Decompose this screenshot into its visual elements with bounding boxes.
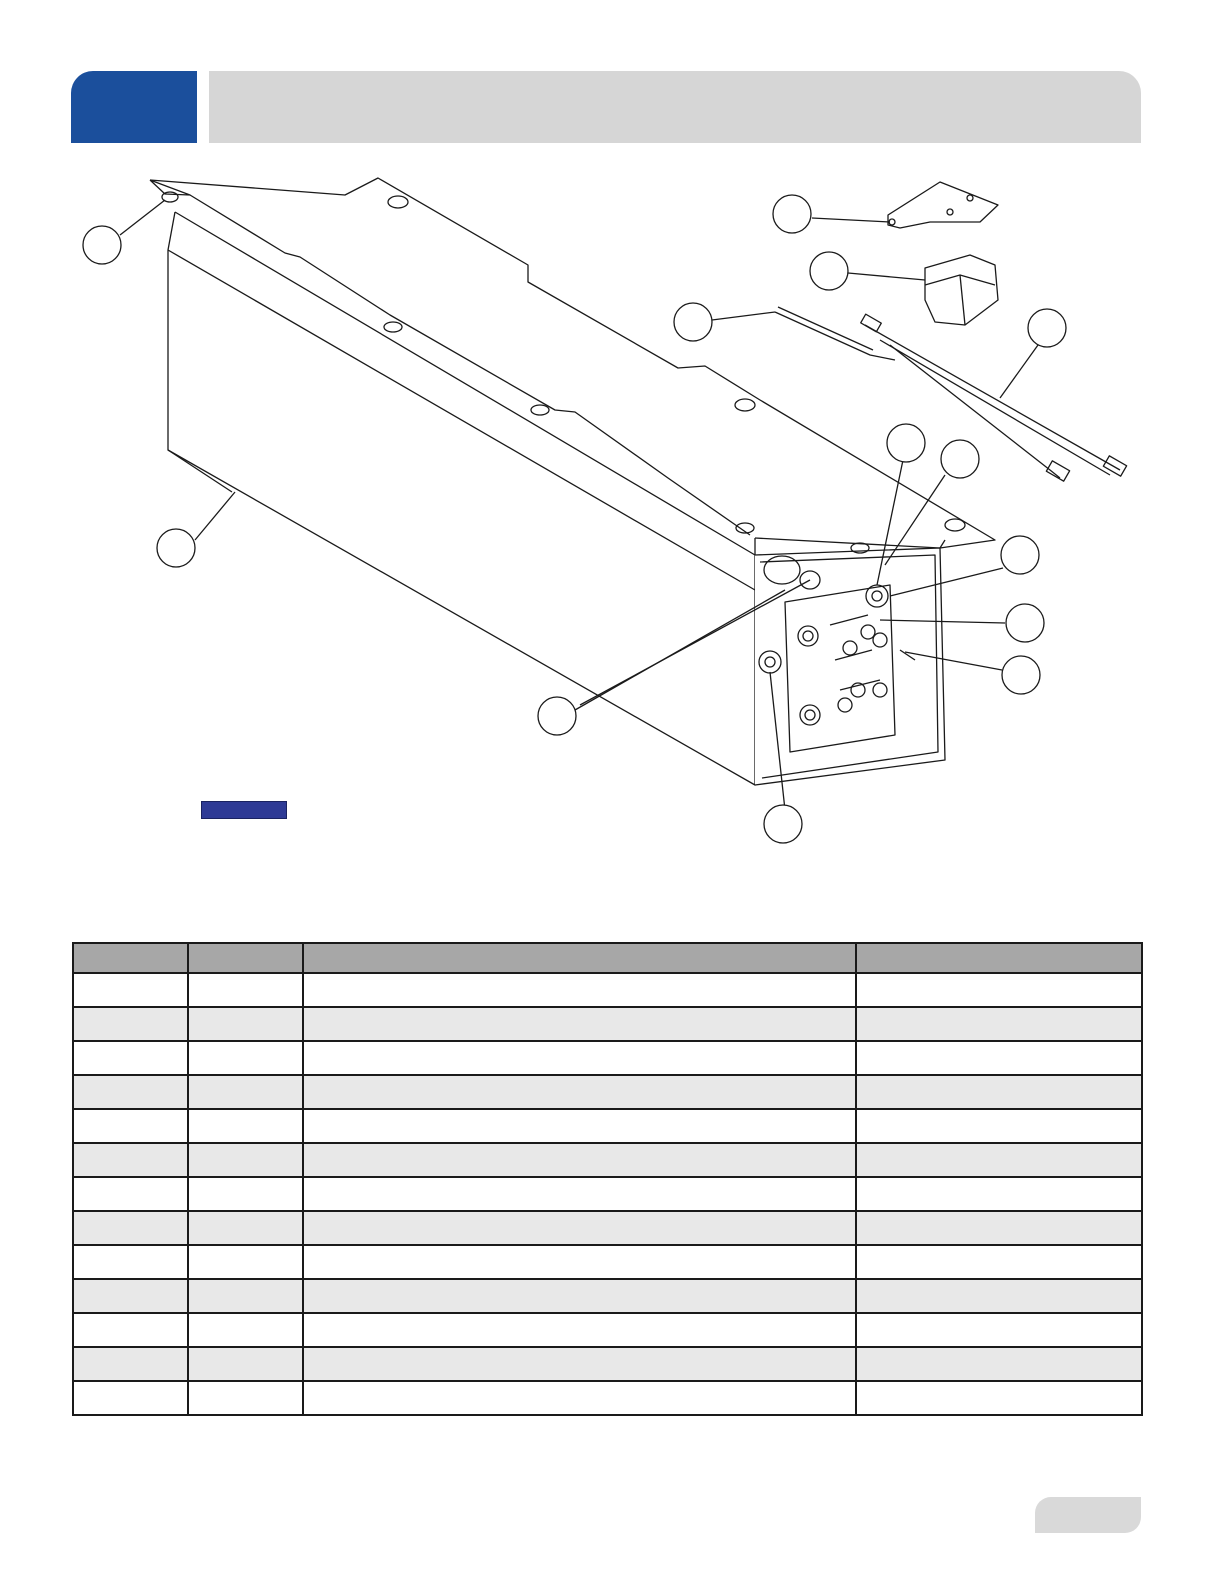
table-cell <box>303 1279 856 1313</box>
header-cell <box>73 943 188 973</box>
table-cell <box>856 1109 1142 1143</box>
relay-part <box>925 255 998 325</box>
table-row <box>73 1347 1142 1381</box>
table-cell <box>188 1041 303 1075</box>
table-cell <box>303 1245 856 1279</box>
table-cell <box>188 1007 303 1041</box>
table-row <box>73 973 1142 1007</box>
table-cell <box>856 1279 1142 1313</box>
callout-circle <box>1028 309 1066 347</box>
table-cell <box>73 1143 188 1177</box>
table-cell <box>303 973 856 1007</box>
table-cell <box>73 1109 188 1143</box>
table-cell <box>856 1347 1142 1381</box>
table-cell <box>73 1075 188 1109</box>
callout-circle <box>157 529 195 567</box>
table-cell <box>73 1211 188 1245</box>
table-cell <box>188 1211 303 1245</box>
table-cell <box>303 1143 856 1177</box>
table-cell <box>188 1109 303 1143</box>
table-cell <box>303 1381 856 1415</box>
table-cell <box>856 1211 1142 1245</box>
table-cell <box>188 1143 303 1177</box>
table-cell <box>188 1177 303 1211</box>
header-cell <box>856 943 1142 973</box>
table-cell <box>856 1245 1142 1279</box>
table-cell <box>303 1177 856 1211</box>
table-cell <box>856 1177 1142 1211</box>
table-cell <box>73 1007 188 1041</box>
table-cell <box>73 1347 188 1381</box>
table-cell <box>856 973 1142 1007</box>
table-row <box>73 1245 1142 1279</box>
callout-circle <box>941 440 979 478</box>
callout-circle <box>1002 656 1040 694</box>
header-cell <box>303 943 856 973</box>
header-cell <box>188 943 303 973</box>
table-row <box>73 1143 1142 1177</box>
table-row <box>73 1109 1142 1143</box>
parts-table <box>72 942 1143 1416</box>
table-row <box>73 1177 1142 1211</box>
callout-circle <box>1001 536 1039 574</box>
table-cell <box>73 1041 188 1075</box>
table-cell <box>856 1313 1142 1347</box>
table-row <box>73 1041 1142 1075</box>
table-cell <box>856 1075 1142 1109</box>
table-cell <box>303 1347 856 1381</box>
table-cell <box>188 1245 303 1279</box>
table-row <box>73 1211 1142 1245</box>
table-row <box>73 1279 1142 1313</box>
callout-circle <box>764 805 802 843</box>
table-cell <box>73 1381 188 1415</box>
table-cell <box>188 1075 303 1109</box>
table-cell <box>856 1041 1142 1075</box>
callout-circle <box>1006 604 1044 642</box>
table-cell <box>188 1313 303 1347</box>
table-cell <box>73 1279 188 1313</box>
table-cell <box>303 1007 856 1041</box>
exploded-parts-diagram <box>0 150 1224 870</box>
callout-circle <box>538 697 576 735</box>
callout-circle <box>773 195 811 233</box>
table-cell <box>856 1381 1142 1415</box>
callout-circle <box>810 252 848 290</box>
table-cell <box>188 1381 303 1415</box>
page-number-badge <box>1035 1497 1141 1533</box>
table-cell <box>188 1279 303 1313</box>
table-cell <box>303 1041 856 1075</box>
table-header-row <box>73 943 1142 973</box>
table-cell <box>73 1313 188 1347</box>
section-title-bar <box>209 71 1141 143</box>
callout-circle <box>674 303 712 341</box>
table-cell <box>303 1109 856 1143</box>
table-row <box>73 1075 1142 1109</box>
table-cell <box>188 973 303 1007</box>
table-row <box>73 1007 1142 1041</box>
table-cell <box>303 1313 856 1347</box>
table-cell <box>856 1007 1142 1041</box>
table-cell <box>303 1075 856 1109</box>
callout-circle <box>887 424 925 462</box>
probe-part <box>775 307 895 360</box>
table-cell <box>856 1143 1142 1177</box>
bracket-part <box>888 182 998 228</box>
table-row <box>73 1381 1142 1415</box>
legend-swatch <box>201 801 287 819</box>
table-row <box>73 1313 1142 1347</box>
table-cell <box>73 1177 188 1211</box>
table-cell <box>73 973 188 1007</box>
section-tab <box>71 71 197 143</box>
table-cell <box>73 1245 188 1279</box>
callout-circle <box>83 226 121 264</box>
table-cell <box>303 1211 856 1245</box>
table-cell <box>188 1347 303 1381</box>
